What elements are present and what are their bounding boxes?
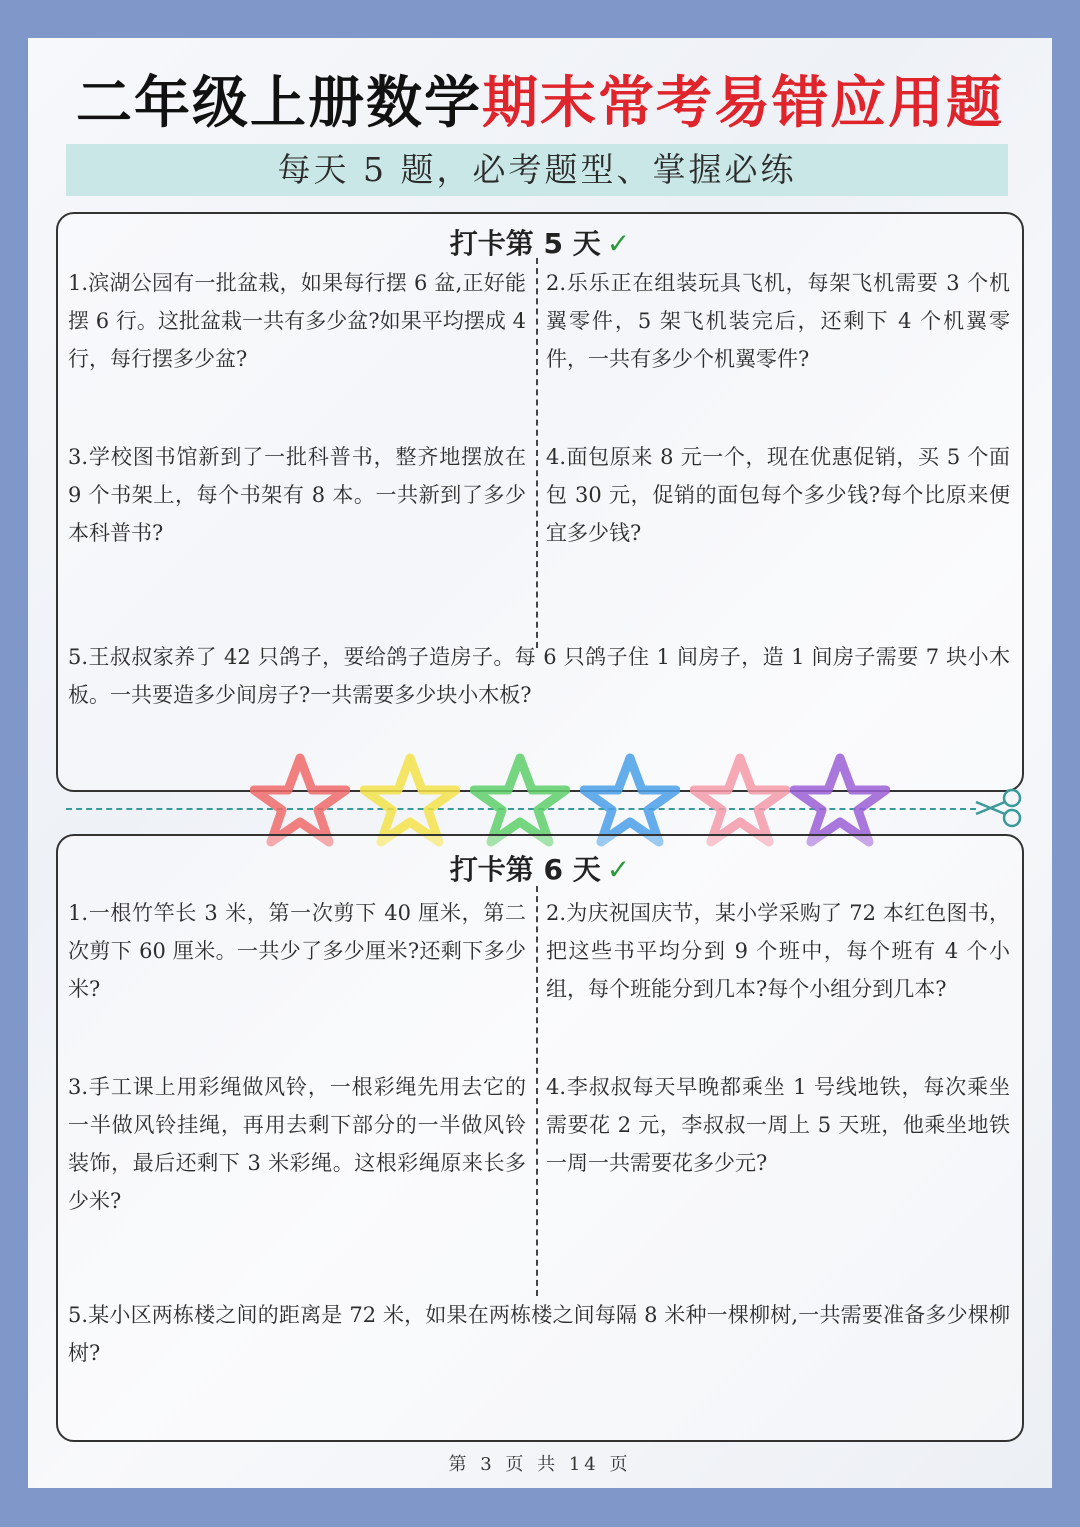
day5-question-4: 4.面包原来 8 元一个，现在优惠促销，买 5 个面包 30 元，促销的面包每个多少钱?每个比原来便宜多少钱? <box>546 445 1010 545</box>
page-title <box>0 62 1080 146</box>
day6-question-4: 4.李叔叔每天早晚都乘坐 1 号线地铁，每次乘坐需要花 2 元，李叔叔一周上 5 天班，他乘坐地铁一周一共需要花多少元? <box>546 1075 1010 1175</box>
day6-box <box>56 834 1024 1442</box>
day5-question-3: 3.学校图书馆新到了一批科普书，整齐地摆放在 9 个书架上，每个书架有 8 本。一共新到了多少本科普书? <box>68 445 526 545</box>
scissors-icon <box>972 788 1026 828</box>
day6-question-1: 1.一根竹竿长 3 米，第一次剪下 40 厘米，第二次剪下 60 厘米。一共少了多少厘米?还剩下多少米? <box>68 901 526 1001</box>
day5-question-1: 1.滨湖公园有一批盆栽，如果每行摆 6 盆,正好能摆 6 行。这批盆栽一共有多少盆?如果平均摆成 4 行，每行摆多少盆? <box>68 271 526 371</box>
day5-title <box>58 222 1022 262</box>
day5-question-2: 2.乐乐正在组装玩具飞机，每架飞机需要 3 个机翼零件，5 架飞机装完后，还剩下 4 个机翼零件，一共有多少个机翼零件? <box>546 271 1010 371</box>
subtitle-banner: 每天 5 题，必考题型、掌握必练 <box>66 144 1008 196</box>
title-black-part: 二年级上册数学 <box>76 71 482 136</box>
day6-question-3: 3.手工课上用彩绳做风铃，一根彩绳先用去它的一半做风铃挂绳，再用去剩下部分的一半做风铃装饰，最后还剩下 3 米彩绳。这根彩绳原来长多少米? <box>68 1075 526 1213</box>
day5-box <box>56 212 1024 792</box>
check-icon: ✓ <box>606 853 631 886</box>
check-icon: ✓ <box>606 227 631 260</box>
day6-title <box>58 848 1022 888</box>
day5-title-text: 打卡第 5 天 <box>449 227 601 260</box>
column-divider <box>536 258 538 648</box>
day6-question-5: 5.某小区两栋楼之间的距离是 72 米，如果在两栋楼之间每隔 8 米种一棵柳树,一共需要准备多少棵柳树? <box>68 1303 1010 1365</box>
title-red-part: 期末常考易错应用题 <box>482 71 1004 136</box>
page-number: 第 3 页 共 14 页 <box>448 1454 632 1475</box>
day5-question-5: 5.王叔叔家养了 42 只鸽子，要给鸽子造房子。每 6 只鸽子住 1 间房子，造 1 间房子需要 7 块小木板。一共要造多少间房子?一共需要多少块小木板? <box>68 645 1010 707</box>
day6-question-2: 2.为庆祝国庆节，某小学采购了 72 本红色图书，把这些书平均分到 9 个班中，每个班有 4 个小组，每个班能分到几本?每个小组分到几本? <box>546 901 1010 1001</box>
column-divider <box>536 886 538 1296</box>
day6-title-text: 打卡第 6 天 <box>449 853 601 886</box>
